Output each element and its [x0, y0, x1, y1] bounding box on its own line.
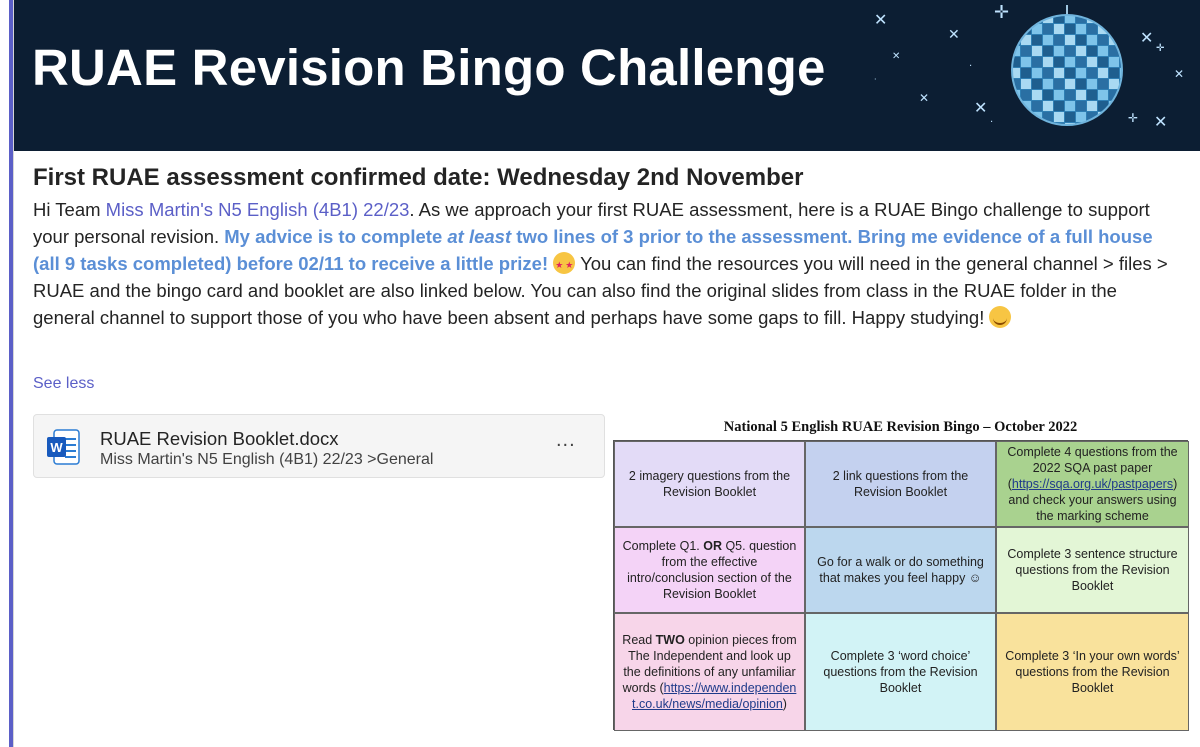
svg-text:W: W — [50, 440, 63, 455]
disco-ball-icon — [1004, 5, 1130, 131]
disco-ball-tile — [1021, 68, 1031, 78]
bingo-cell-opinion-pieces — [614, 613, 805, 731]
see-less-link[interactable]: See less — [33, 375, 95, 392]
disco-ball-tile — [1043, 57, 1053, 67]
bingo-cell-text-after: ) and check your answers using the marking scheme — [1008, 477, 1178, 523]
disco-ball-tile — [1021, 79, 1031, 89]
intro-text: Hi Team — [33, 199, 106, 220]
disco-ball-tile — [1087, 68, 1097, 78]
disco-ball-tile — [1076, 112, 1086, 122]
sparkle-icon: ✛ — [994, 2, 1010, 23]
sparkle-icon: ✛ — [1156, 43, 1165, 54]
attachment-path: Miss Martin's N5 English (4B1) 22/23 >General — [100, 451, 434, 468]
disco-ball-tile — [1032, 101, 1042, 111]
disco-ball-tile — [1054, 112, 1064, 122]
more-options-button[interactable]: ... — [556, 429, 576, 451]
disco-ball-tile — [1021, 123, 1031, 131]
disco-ball-tile — [1098, 123, 1108, 131]
disco-ball-tile — [1098, 79, 1108, 89]
bingo-cell-text: Complete 3 sentence structure questions from the Revision Booklet — [1007, 547, 1178, 593]
bingo-card-title: National 5 English RUAE Revision Bingo – October 2022 — [723, 419, 1078, 435]
disco-ball-tile — [1043, 123, 1053, 131]
post-body — [33, 196, 1183, 331]
disco-ball-tile — [1043, 68, 1053, 78]
sparkle-icon: ✕ — [1154, 112, 1168, 131]
disco-ball-tile — [1065, 46, 1075, 56]
bingo-cell-text: 2 imagery questions from the Revision Booklet — [628, 469, 791, 499]
disco-ball-tile — [1032, 68, 1042, 78]
disco-ball-tile — [1076, 79, 1086, 89]
sparkle-icon: · — [969, 61, 973, 72]
sparkle-icon: ✛ — [1128, 111, 1139, 125]
disco-ball-tile — [1065, 68, 1075, 78]
sparkle-icon: ✕ — [1174, 67, 1185, 81]
disco-ball-tile — [1120, 46, 1130, 56]
disco-ball-tile — [1076, 46, 1086, 56]
bingo-card-grid — [613, 440, 1188, 730]
disco-ball-tile — [1120, 24, 1130, 34]
disco-ball-tile — [1076, 24, 1086, 34]
sparkle-icon: ✕ — [874, 10, 888, 29]
disco-ball-tile — [1109, 123, 1119, 131]
bingo-cell-text: Go for a walk or do something that makes you feel happy ☺ — [817, 555, 984, 585]
bingo-cell-text: Complete 4 questions from the 2022 SQA past paper ( — [1007, 445, 1178, 491]
bingo-cell-text-tail: ) — [782, 697, 787, 711]
disco-ball-tile — [1010, 13, 1020, 23]
disco-ball-tile — [1098, 57, 1108, 67]
disco-ball-tile — [1065, 57, 1075, 67]
disco-ball-tile — [1054, 79, 1064, 89]
disco-ball-tile — [1032, 123, 1042, 131]
disco-ball-tile — [1065, 112, 1075, 122]
disco-ball-tile — [1087, 123, 1097, 131]
disco-ball-tile — [1021, 13, 1031, 23]
independent-opinion-link[interactable]: https://www.independent.co.uk/news/media/opinion — [632, 681, 797, 711]
disco-ball-tile — [1109, 13, 1119, 23]
disco-ball-tile — [1021, 46, 1031, 56]
disco-ball-tile — [1032, 35, 1042, 45]
advice-emphasis: at least — [447, 226, 512, 247]
bingo-cell-text: Complete 3 ‘word choice’ questions from the Revision Booklet — [823, 649, 978, 695]
smiling-emoji-icon — [989, 306, 1011, 328]
disco-ball-tile — [1054, 57, 1064, 67]
disco-ball-tile — [1087, 24, 1097, 34]
attachment-card[interactable] — [33, 414, 605, 478]
disco-ball-tile — [1109, 68, 1119, 78]
disco-ball-tile — [1120, 90, 1130, 100]
resources-text: You can find the resources you will need in the general channel > files > RUAE and the bingo card and booklet are also linked below. You can also find the original slides from class in the RUAE folder in the general channel to support those of you who have been absent and perhaps have some gaps to fill. Happy studying! — [33, 253, 1168, 328]
disco-ball-tile — [1021, 90, 1031, 100]
advice-part-1: My advice is to complete — [224, 226, 448, 247]
disco-ball-tile — [1087, 79, 1097, 89]
bingo-cell-text: Read — [622, 633, 656, 647]
bingo-cell-bold: OR — [703, 539, 722, 553]
disco-ball-tile — [1010, 123, 1020, 131]
bingo-cell-text: Complete Q1. — [622, 539, 704, 553]
bingo-cell-walk — [805, 527, 996, 613]
disco-ball-tile — [1010, 24, 1020, 34]
attachment-filename[interactable]: RUAE Revision Booklet.docx — [100, 428, 339, 449]
bingo-cell-past-paper — [996, 441, 1189, 527]
advice-part-2: two lines of 3 prior to the assessment. Bring me evidence of a full house (all 9 tasks completed) before 02/11 to receive a little prize! — [33, 226, 1153, 274]
bingo-cell-text: Complete 3 ‘In your own words’ questions from the Revision Booklet — [1005, 649, 1180, 695]
disco-ball-tile — [1032, 79, 1042, 89]
announcement-banner — [14, 0, 1200, 151]
sparkle-icon: ✕ — [948, 27, 960, 43]
sparkle-icon: ✕ — [974, 98, 988, 117]
disco-ball-tile — [1076, 101, 1086, 111]
disco-ball-tile — [1054, 46, 1064, 56]
disco-ball-tile — [1032, 46, 1042, 56]
disco-ball-tile — [1065, 101, 1075, 111]
disco-ball-tile — [1076, 90, 1086, 100]
sparkle-icon: · — [990, 117, 994, 128]
disco-ball-tile — [1010, 112, 1020, 122]
word-doc-icon — [46, 429, 80, 465]
sparkle-icon: · — [874, 75, 877, 84]
disco-ball-tile — [1109, 24, 1119, 34]
intro-text-continued: . As we approach your first RUAE assessment, here is a RUAE Bingo challenge to support your personal revision. — [33, 199, 1150, 247]
disco-ball-tile — [1087, 35, 1097, 45]
disco-ball-tile — [1065, 90, 1075, 100]
disco-ball-tile — [1043, 35, 1053, 45]
disco-ball-tile — [1054, 90, 1064, 100]
bingo-cell-link-questions — [805, 441, 996, 527]
bingo-cell-text-after: opinion pieces from The Independent and look up the definitions of any unfamiliar words ( — [622, 633, 797, 695]
disco-ball-tile — [1054, 68, 1064, 78]
disco-ball-tile — [1087, 90, 1097, 100]
disco-ball-tile — [1010, 101, 1020, 111]
disco-ball-tile — [1043, 46, 1053, 56]
disco-ball-tile — [1098, 13, 1108, 23]
disco-ball-tile — [1021, 57, 1031, 67]
bingo-cell-text-after: Q5. question from the effective intro/conclusion section of the Revision Booklet — [627, 539, 797, 601]
disco-ball-tile — [1076, 35, 1086, 45]
disco-ball-tile — [1098, 90, 1108, 100]
bingo-cell-bold: TWO — [655, 633, 685, 647]
bingo-cell-own-words — [996, 613, 1189, 731]
disco-ball-tile — [1076, 57, 1086, 67]
disco-ball-tile — [1043, 79, 1053, 89]
disco-ball-tile — [1109, 79, 1119, 89]
disco-ball-tile — [1109, 57, 1119, 67]
sparkle-icon: ✕ — [892, 51, 901, 62]
disco-ball-tile — [1021, 112, 1031, 122]
star-struck-emoji-icon — [553, 252, 575, 274]
disco-ball-tile — [1032, 90, 1042, 100]
bingo-cell-word-choice — [805, 613, 996, 731]
disco-ball-tile — [1120, 101, 1130, 111]
disco-ball-tile — [1098, 46, 1108, 56]
banner-title: RUAE Revision Bingo Challenge — [32, 39, 826, 96]
disco-ball-tile — [1087, 57, 1097, 67]
disco-ball-tile — [1120, 13, 1130, 23]
sparkle-icon: ✕ — [919, 91, 930, 105]
disco-ball-tile — [1098, 68, 1108, 78]
disco-ball-tile — [1054, 35, 1064, 45]
disco-ball-tile — [1065, 79, 1075, 89]
disco-ball-tile — [1065, 24, 1075, 34]
sparkle-icon: ✕ — [1140, 28, 1154, 47]
disco-ball-tile — [1098, 35, 1108, 45]
disco-ball-tile — [1087, 101, 1097, 111]
bingo-cell-sentence-structure — [996, 527, 1189, 613]
disco-ball-tile — [1065, 35, 1075, 45]
disco-ball-tile — [1109, 112, 1119, 122]
post-heading: First RUAE assessment confirmed date: Wednesday 2nd November — [33, 164, 804, 191]
disco-ball-tile — [1087, 46, 1097, 56]
team-mention-link[interactable]: Miss Martin's N5 English (4B1) 22/23 — [105, 199, 410, 220]
disco-ball-tile — [1054, 101, 1064, 111]
bingo-cell-imagery — [614, 441, 805, 527]
disco-ball-tile — [1043, 24, 1053, 34]
disco-ball-tile — [1043, 90, 1053, 100]
sqa-past-papers-link[interactable]: https://sqa.org.uk/pastpapers — [1011, 477, 1174, 491]
bingo-cell-text: 2 link questions from the Revision Booklet — [832, 469, 969, 499]
bingo-cell-intro-conclusion — [614, 527, 805, 613]
disco-ball-tile — [1043, 101, 1053, 111]
disco-ball-tile — [1054, 24, 1064, 34]
disco-ball-tile — [1032, 57, 1042, 67]
disco-ball-tile — [1120, 35, 1130, 45]
disco-ball-tile — [1076, 68, 1086, 78]
